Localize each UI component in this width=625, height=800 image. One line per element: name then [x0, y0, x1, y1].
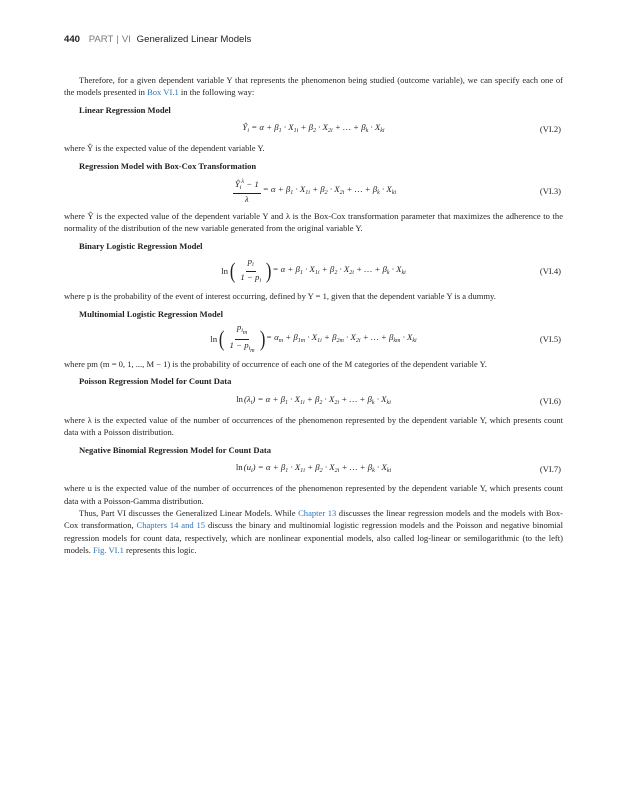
- equation-multinomial: ln ( $\frac{p_{i_m}}{1 - p_{i_m}}$ ) = $\alpha_m + \beta_{1m} \cdot X_{1i} + \beta_{2m} \cdot X_{2i}$ + … + $\beta_{km} \cdot X_{ki}$ (VI.5): [210, 321, 561, 354]
- note-linear: where Ŷ is the expected value of the dependent variable Y.: [64, 143, 265, 154]
- figure-link[interactable]: Fig. VI.1: [92, 545, 124, 556]
- equation-logistic: ln ( $\frac{p_i}{1 - p_i}$ ) = $\alpha + \beta_1 \cdot X_{1i} + \beta_2 \cdot X_{2i}$ + … + $\beta_k \cdot X_{ki}$ (VI.4): [221, 255, 561, 284]
- page-body: [64, 74, 563, 557]
- note-multinomial: where pm (m = 0, 1, ..., M − 1) is the probability of occurrence of each one of the M categories of the dependent variable Y.: [64, 359, 487, 370]
- note-boxcox: where Ŷ is the expected value of the dependent variable Y and λ is the Box-Cox transformation parameter that maximizes the adherence to the normality of the distribution of the new variable generated from the original variable Y.: [64, 211, 563, 234]
- box-link[interactable]: Box VI.1: [147, 87, 179, 98]
- part-label: PART: [88, 34, 114, 45]
- note-poisson: where λ is the expected value of the number of occurrences of the phenomenon represented by the dependent variable Y, which presents count data with a Poisson distribution.: [64, 414, 563, 438]
- intro-paragraph: Therefore, for a given dependent variable Y that represents the phenomenon being studied (outcome variable), we can specify each one of the models presented in Box VI.1 in the following way:: [64, 75, 563, 98]
- equation-linear: $Ŷ_i = \alpha + \beta_1 \cdot X_{1i} + \beta_2 \cdot X_{2i}$ + … + $\beta_k \cdot X_{ki}$ (VI.2): [242, 122, 561, 135]
- running-header: [64, 34, 251, 45]
- equation-poisson: $\ln(\lambda_i) = \alpha + \beta_1 \cdot X_{1i} + \beta_2 \cdot X_{2i}$ + … + $\beta_k \cdot X_{ki}$ (VI.6): [236, 393, 561, 406]
- equation-number: (VI.4): [539, 266, 561, 277]
- equation-number: (VI.2): [539, 124, 561, 135]
- equation-number: (VI.3): [539, 185, 561, 196]
- equation-boxcox: $\frac{Ŷ_i^\lambda - 1}{\lambda}$ = $\alpha + \beta_1 \cdot X_{1i} + \beta_2 \cdot X_{2i}$ + … + $\beta_k \cdot X_{ki}$ (VI.3): [234, 178, 561, 205]
- section-heading-boxcox: Regression Model with Box-Cox Transformation: [79, 160, 257, 171]
- equation-negbin: $\ln(u_i) = \alpha + \beta_1 \cdot X_{1i} + \beta_2 \cdot X_{2i}$ + … + $\beta_k \cdot X_{ki}$ (VI.7): [235, 461, 561, 474]
- equation-number: (VI.5): [539, 333, 561, 344]
- equation-number: (VI.6): [539, 395, 561, 406]
- page-number: 440: [64, 34, 81, 45]
- note-negbin: where u is the expected value of the number of occurrences of the phenomenon represented by the dependent variable Y, which presents count data with a Poisson-Gamma distribution.: [64, 483, 563, 506]
- section-heading-negbin: Negative Binomial Regression Model for Count Data: [79, 444, 271, 455]
- section-heading-linear: Linear Regression Model: [79, 104, 171, 115]
- part-number: VI: [121, 34, 131, 45]
- note-logistic: where p is the probability of the event of interest occurring, defined by Y = 1, given that the dependent variable Y is a dummy.: [64, 291, 496, 302]
- equation-number: (VI.7): [539, 463, 561, 474]
- chapter-13-link[interactable]: Chapter 13: [298, 507, 337, 518]
- section-heading-poisson: Poisson Regression Model for Count Data: [79, 376, 232, 387]
- section-heading-logistic: Binary Logistic Regression Model: [79, 240, 203, 251]
- closing-paragraph: Thus, Part VI discusses the Generalized Linear Models. While Chapter 13 discusses the linear regression models and the models with Box-Cox transformation, Chapters 14 and 15 discuss the binary and multinomial logistic regression models and the Poisson and negative binomial regression models for count data, respectively, which are nonlinear exponential models, also called log-linear or semilogarithmic (to the left) models. Fig. VI.1 represents this logic.: [64, 507, 563, 556]
- header-separator: |: [116, 34, 119, 45]
- section-heading-multinomial: Multinomial Logistic Regression Model: [79, 308, 223, 319]
- chapters-14-15-link[interactable]: Chapters 14 and 15: [136, 520, 206, 531]
- part-title: Generalized Linear Models: [136, 34, 252, 45]
